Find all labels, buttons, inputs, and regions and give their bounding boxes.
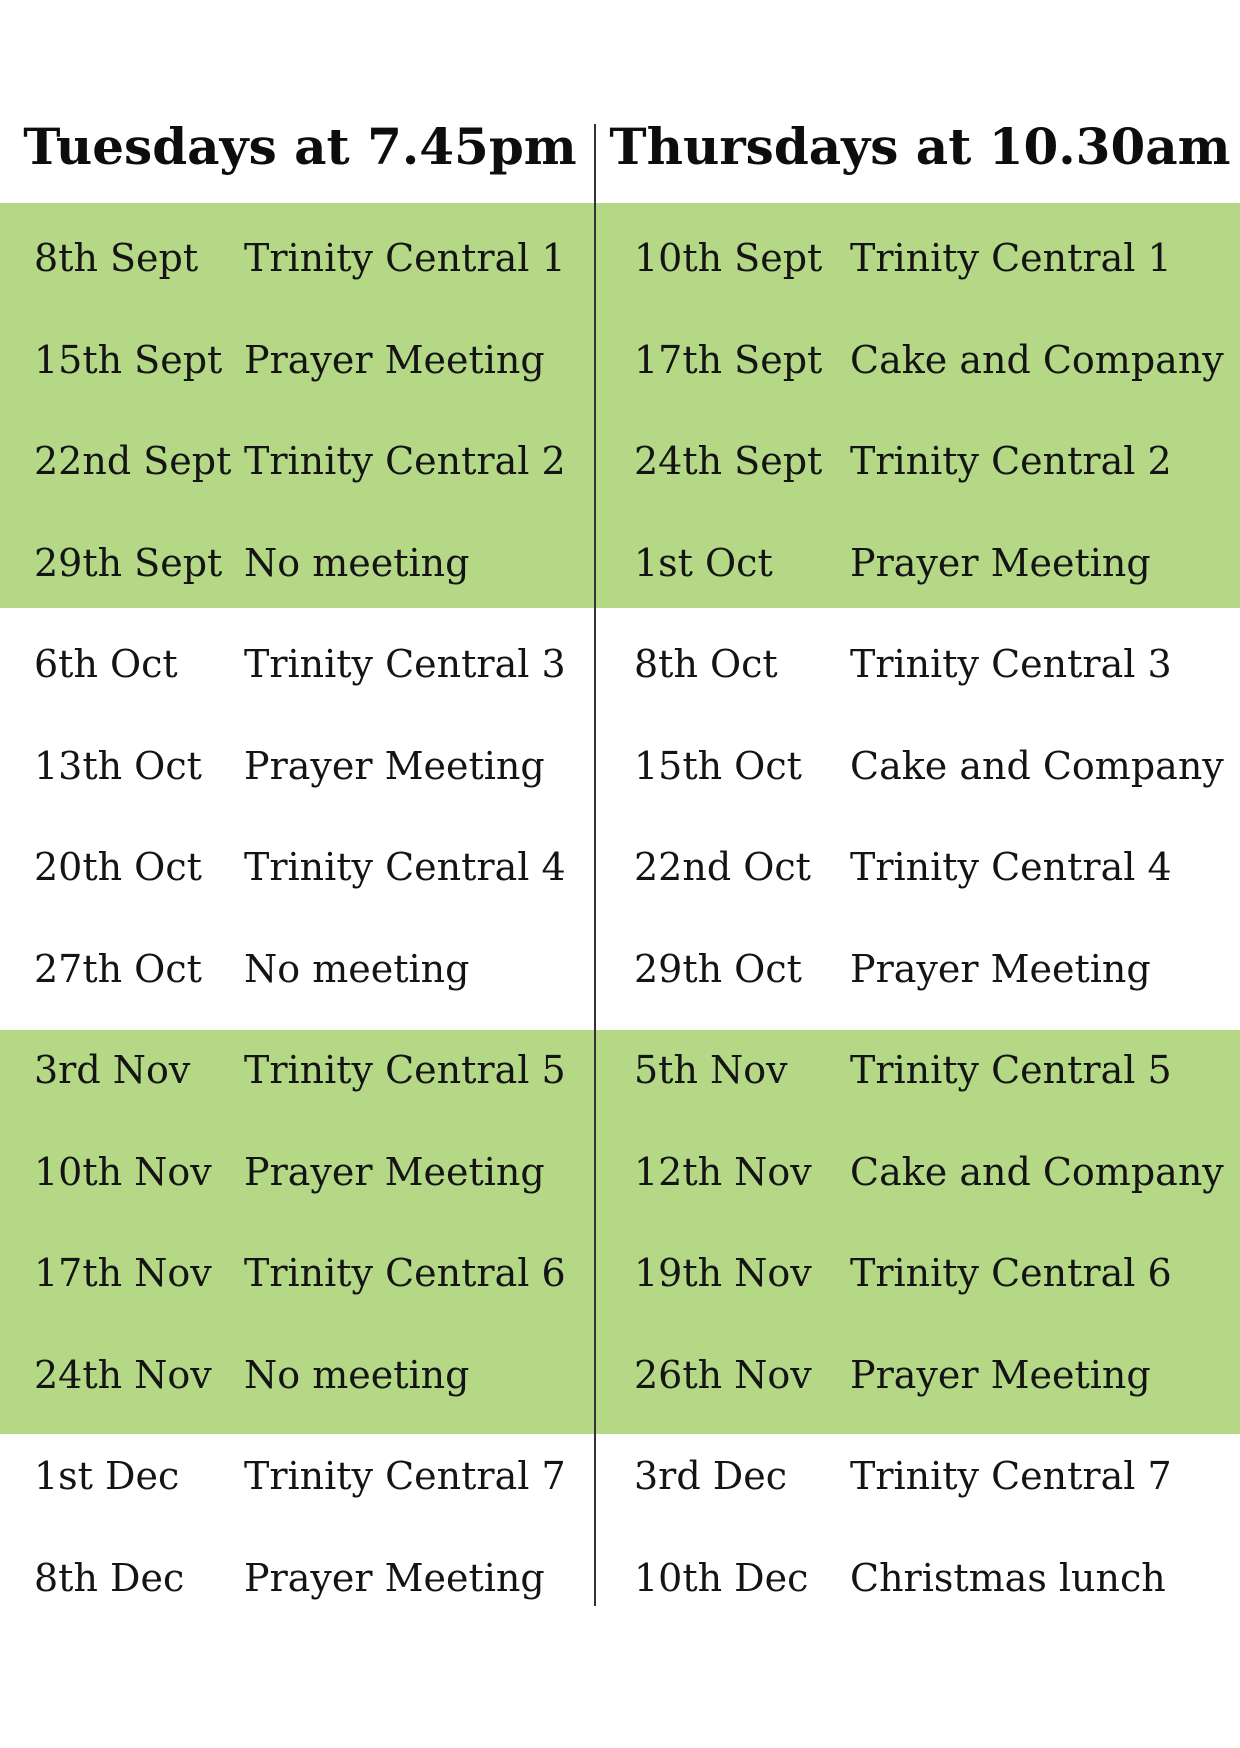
- thursday-event: Christmas lunch: [850, 1555, 1166, 1600]
- tuesday-date: 24th Nov: [34, 1352, 212, 1397]
- thursday-date: 29th Oct: [634, 946, 802, 991]
- thursday-date: 10th Dec: [634, 1555, 809, 1600]
- tuesday-event: Prayer Meeting: [244, 337, 545, 382]
- thursday-event: Cake and Company: [850, 743, 1224, 788]
- tuesday-event: Trinity Central 3: [244, 642, 566, 686]
- thursday-event: Trinity Central 5: [850, 1048, 1172, 1092]
- schedule-row: [0, 513, 1240, 615]
- schedule-row: [0, 208, 1240, 310]
- thursday-date: 5th Nov: [634, 1048, 788, 1092]
- thursday-date: 17th Sept: [634, 337, 823, 382]
- thursday-event: Trinity Central 7: [850, 1454, 1172, 1498]
- tuesday-event: Prayer Meeting: [244, 743, 545, 788]
- thursday-header: Thursdays at 10.30am: [609, 117, 1231, 176]
- tuesday-date: 29th Sept: [34, 540, 223, 585]
- tuesday-event: Trinity Central 1: [244, 236, 566, 280]
- thursday-event: Trinity Central 3: [850, 642, 1172, 686]
- tuesday-event: Trinity Central 5: [244, 1048, 566, 1092]
- schedule-row: [0, 1426, 1240, 1528]
- tuesday-date: 1st Dec: [34, 1454, 180, 1498]
- schedule-rows: [0, 208, 1240, 1629]
- tuesday-date: 13th Oct: [34, 743, 202, 788]
- tuesday-event: Trinity Central 7: [244, 1454, 566, 1498]
- thursday-date: 1st Oct: [634, 540, 773, 585]
- schedule-row: [0, 1528, 1240, 1630]
- thursday-event: Cake and Company: [850, 1149, 1224, 1194]
- thursday-event: Trinity Central 6: [850, 1251, 1172, 1295]
- schedule-row: [0, 919, 1240, 1021]
- tuesday-date: 10th Nov: [34, 1149, 212, 1194]
- tuesday-date: 8th Dec: [34, 1555, 185, 1600]
- tuesday-date: 22nd Sept: [34, 439, 232, 483]
- thursday-date: 19th Nov: [634, 1251, 812, 1295]
- tuesday-date: 8th Sept: [34, 236, 199, 280]
- thursday-date: 8th Oct: [634, 642, 778, 686]
- thursday-date: 22nd Oct: [634, 845, 811, 889]
- schedule-row: [0, 1020, 1240, 1122]
- thursday-date: 24th Sept: [634, 439, 823, 483]
- thursday-event: Prayer Meeting: [850, 1352, 1151, 1397]
- thursday-event: Trinity Central 1: [850, 236, 1172, 280]
- schedule-row: [0, 1122, 1240, 1224]
- tuesday-date: 3rd Nov: [34, 1048, 191, 1092]
- tuesday-date: 15th Sept: [34, 337, 223, 382]
- thursday-event: Prayer Meeting: [850, 946, 1151, 991]
- tuesday-event: No meeting: [244, 946, 470, 991]
- schedule-row: [0, 310, 1240, 412]
- thursday-date: 3rd Dec: [634, 1454, 787, 1498]
- tuesday-event: Trinity Central 6: [244, 1251, 566, 1295]
- tuesday-event: Prayer Meeting: [244, 1149, 545, 1194]
- schedule-row: [0, 1325, 1240, 1427]
- schedule-row: [0, 614, 1240, 716]
- thursday-event: Trinity Central 4: [850, 845, 1172, 889]
- thursday-date: 26th Nov: [634, 1352, 812, 1397]
- tuesday-date: 20th Oct: [34, 845, 202, 889]
- tuesday-event: No meeting: [244, 540, 470, 585]
- thursday-event: Prayer Meeting: [850, 540, 1151, 585]
- thursday-event: Cake and Company: [850, 337, 1224, 382]
- schedule-row: [0, 817, 1240, 919]
- column-headers: [0, 112, 1240, 202]
- tuesday-date: 17th Nov: [34, 1251, 212, 1295]
- thursday-date: 12th Nov: [634, 1149, 812, 1194]
- tuesday-event: Trinity Central 4: [244, 845, 566, 889]
- thursday-date: 15th Oct: [634, 743, 802, 788]
- tuesday-date: 27th Oct: [34, 946, 202, 991]
- thursday-event: Trinity Central 2: [850, 439, 1172, 483]
- tuesday-event: Prayer Meeting: [244, 1555, 545, 1600]
- tuesday-date: 6th Oct: [34, 642, 178, 686]
- thursday-date: 10th Sept: [634, 236, 823, 280]
- tuesday-event: Trinity Central 2: [244, 439, 566, 483]
- tuesday-header: Tuesdays at 7.45pm: [23, 117, 577, 176]
- tuesday-event: No meeting: [244, 1352, 470, 1397]
- schedule-row: [0, 411, 1240, 513]
- schedule-row: [0, 716, 1240, 818]
- schedule-row: [0, 1223, 1240, 1325]
